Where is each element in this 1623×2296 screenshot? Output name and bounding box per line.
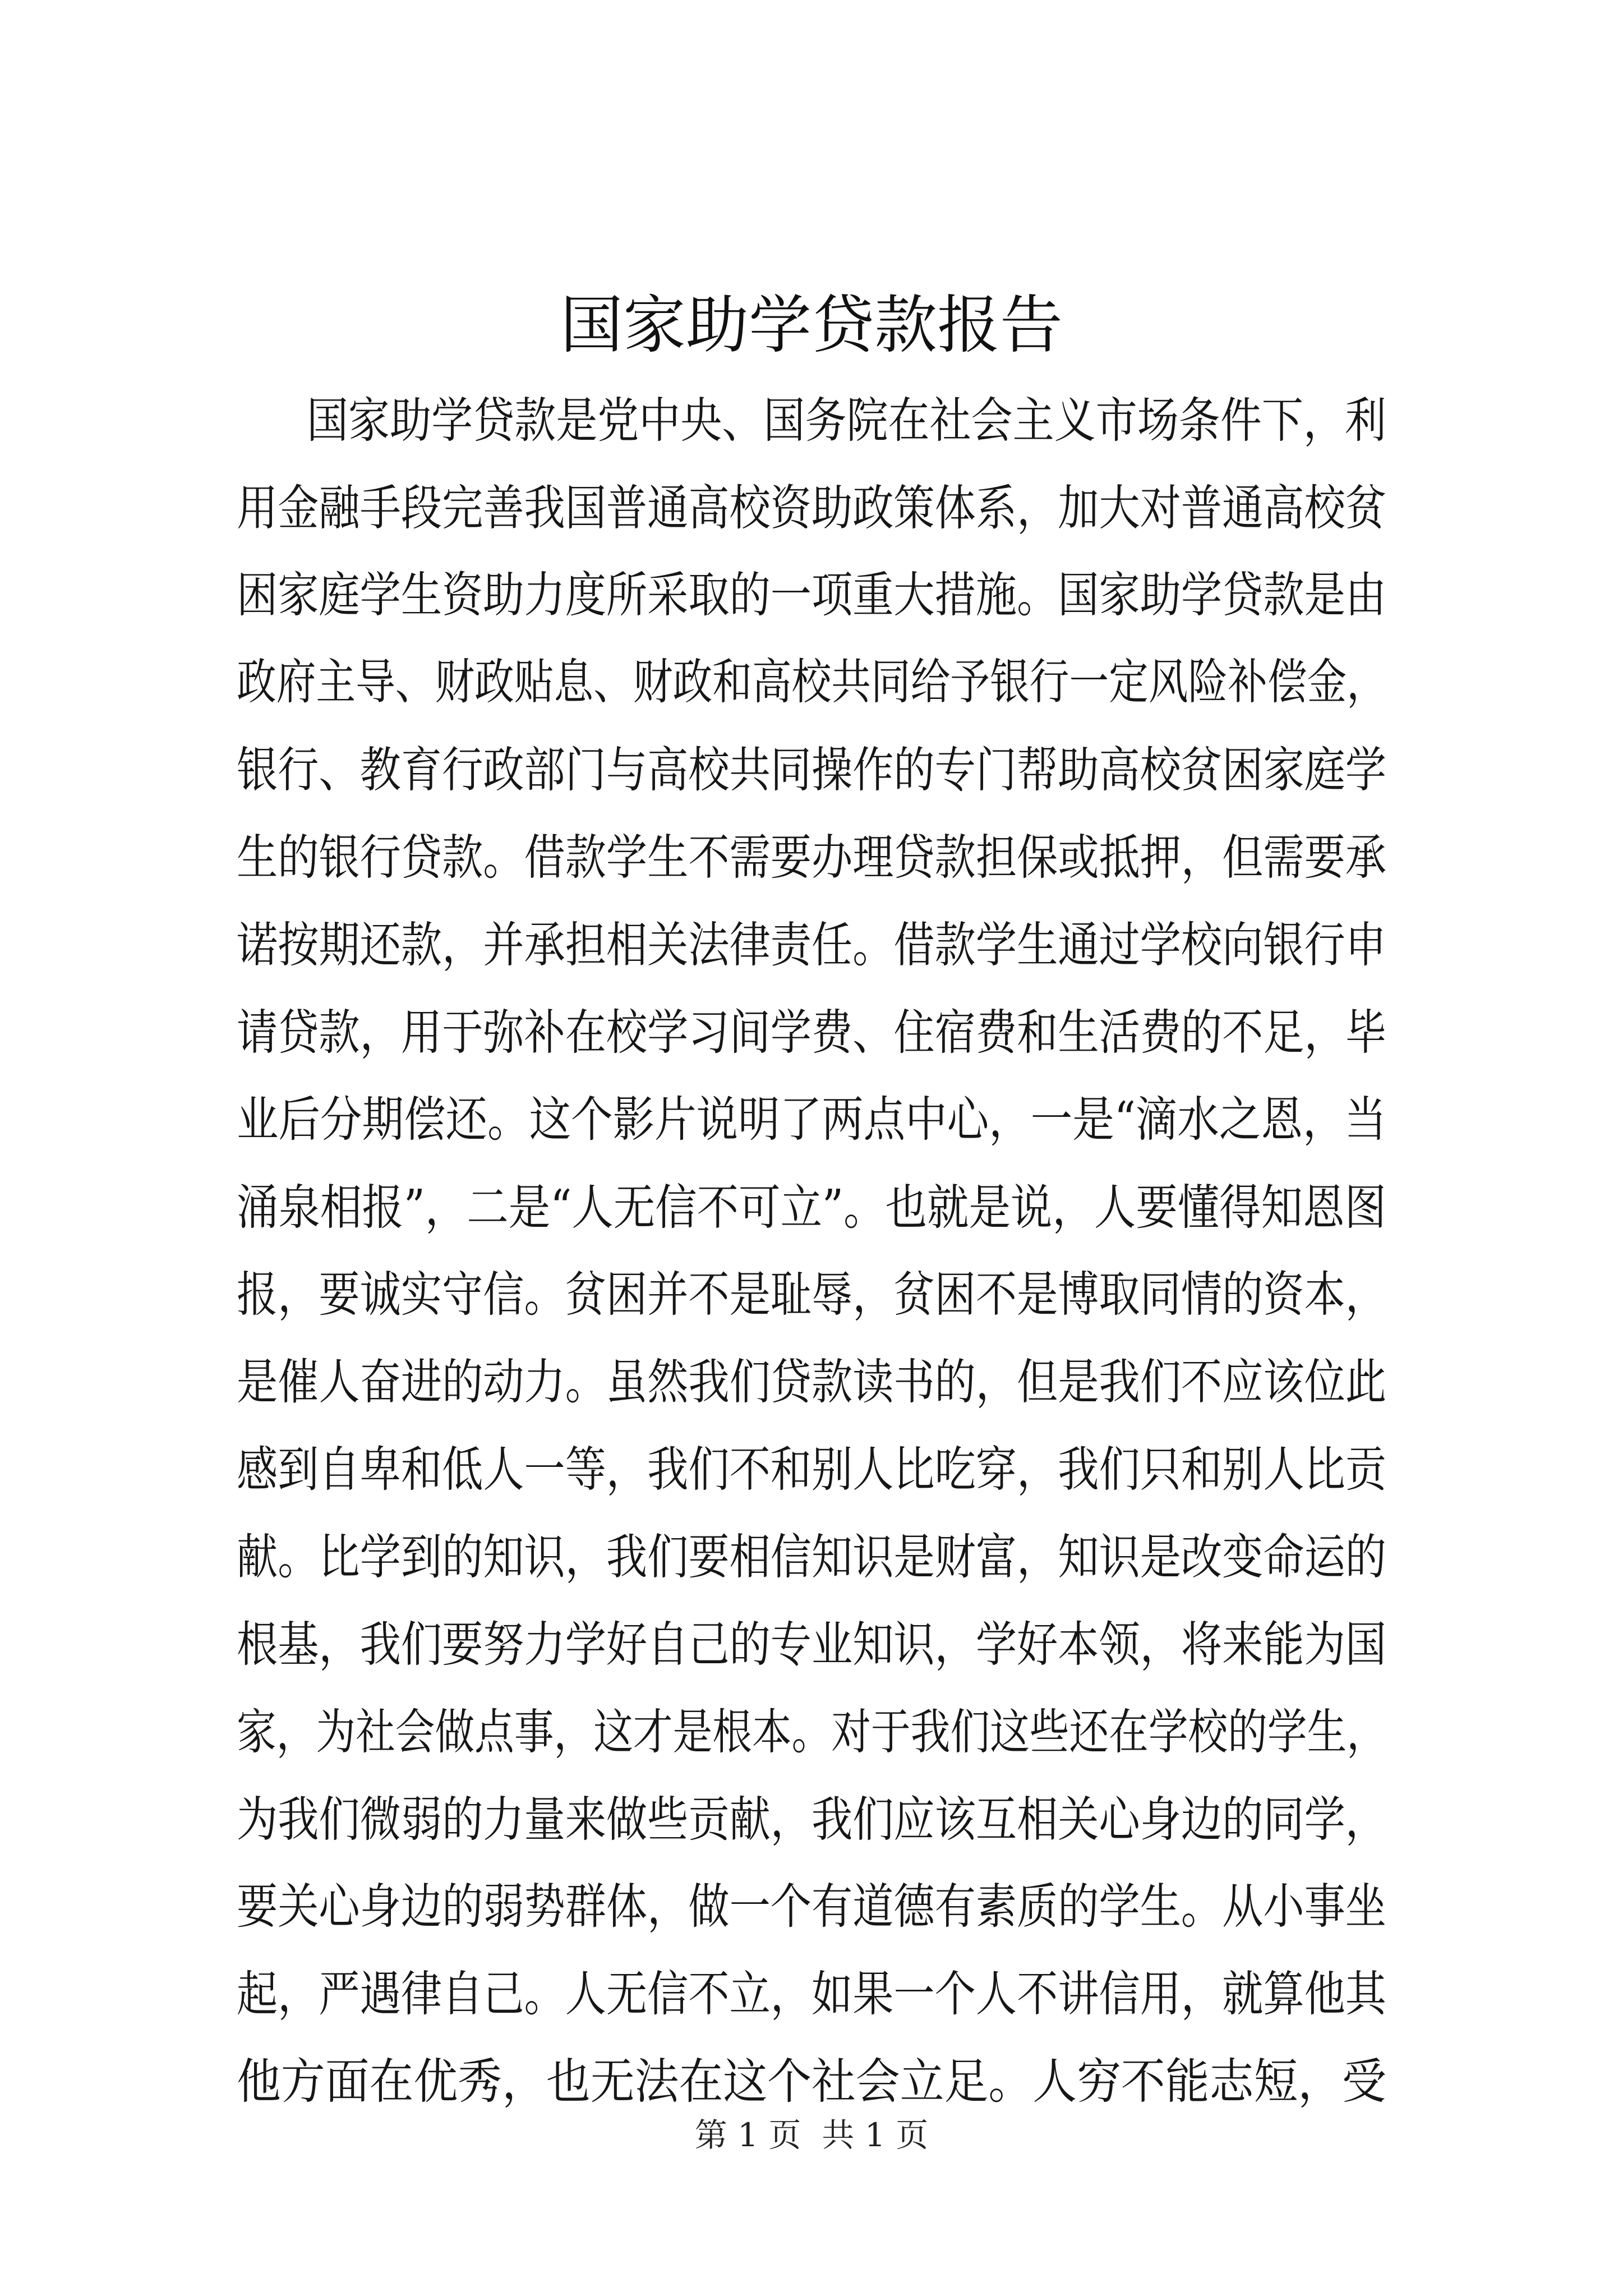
body-line-8: 请贷款，用于弥补在校学习间学费、住宿费和生活费的不足，毕 bbox=[237, 1005, 1386, 1061]
body-line-11: 报，要诚实守信。贫困并不是耻辱，贫困不是博取同情的资本， bbox=[237, 1267, 1386, 1323]
body-line-16: 家，为社会做点事，这才是根本。对于我们这些还在学校的学生， bbox=[237, 1704, 1386, 1760]
body-line-17: 为我们微弱的力量来做些贡献，我们应该互相关心身边的同学， bbox=[237, 1792, 1386, 1848]
body-line-20: 他方面在优秀，也无法在这个社会立足。人穷不能志短，受 bbox=[237, 2054, 1386, 2110]
body-line-15: 根基，我们要努力学好自己的专业知识，学好本领，将来能为国 bbox=[237, 1617, 1386, 1673]
body-line-10: 涌泉相报”，二是“人无信不可立”。也就是说，人要懂得知恩图 bbox=[237, 1180, 1386, 1236]
body-line-9: 业后分期偿还。这个影片说明了两点中心，一是“滴水之恩，当 bbox=[237, 1092, 1386, 1148]
body-line-5: 银行、教育行政部门与高校共同操作的专门帮助高校贫困家庭学 bbox=[237, 742, 1386, 798]
page-footer: 第 1 页 共 1 页 bbox=[694, 2116, 929, 2154]
body-line-7: 诺按期还款，并承担相关法律责任。借款学生通过学校向银行申 bbox=[237, 917, 1386, 973]
body-line-12: 是催人奋进的动力。虽然我们贷款读书的，但是我们不应该位此 bbox=[237, 1354, 1386, 1410]
body-line-4: 政府主导、财政贴息、财政和高校共同给予银行一定风险补偿金， bbox=[237, 654, 1386, 710]
body-line-13: 感到自卑和低人一等，我们不和别人比吃穿，我们只和别人比贡 bbox=[237, 1442, 1386, 1498]
body-line-6: 生的银行贷款。借款学生不需要办理贷款担保或抵押，但需要承 bbox=[237, 830, 1386, 886]
body-line-18: 要关心身边的弱势群体，做一个有道德有素质的学生。从小事坐 bbox=[237, 1879, 1386, 1935]
body-line-14: 献。比学到的知识，我们要相信知识是财富，知识是改变命运的 bbox=[237, 1529, 1386, 1585]
document-title: 国家助学贷款报告 bbox=[560, 289, 1063, 362]
body-line-1: 国家助学贷款是党中央、国务院在社会主义市场条件下，利 bbox=[307, 393, 1386, 449]
body-line-3: 困家庭学生资助力度所采取的一项重大措施。国家助学贷款是由 bbox=[237, 567, 1386, 623]
body-line-2: 用金融手段完善我国普通高校资助政策体系，加大对普通高校贫 bbox=[237, 480, 1386, 536]
body-line-19: 起，严遇律自己。人无信不立，如果一个人不讲信用，就算他其 bbox=[237, 1966, 1386, 2022]
